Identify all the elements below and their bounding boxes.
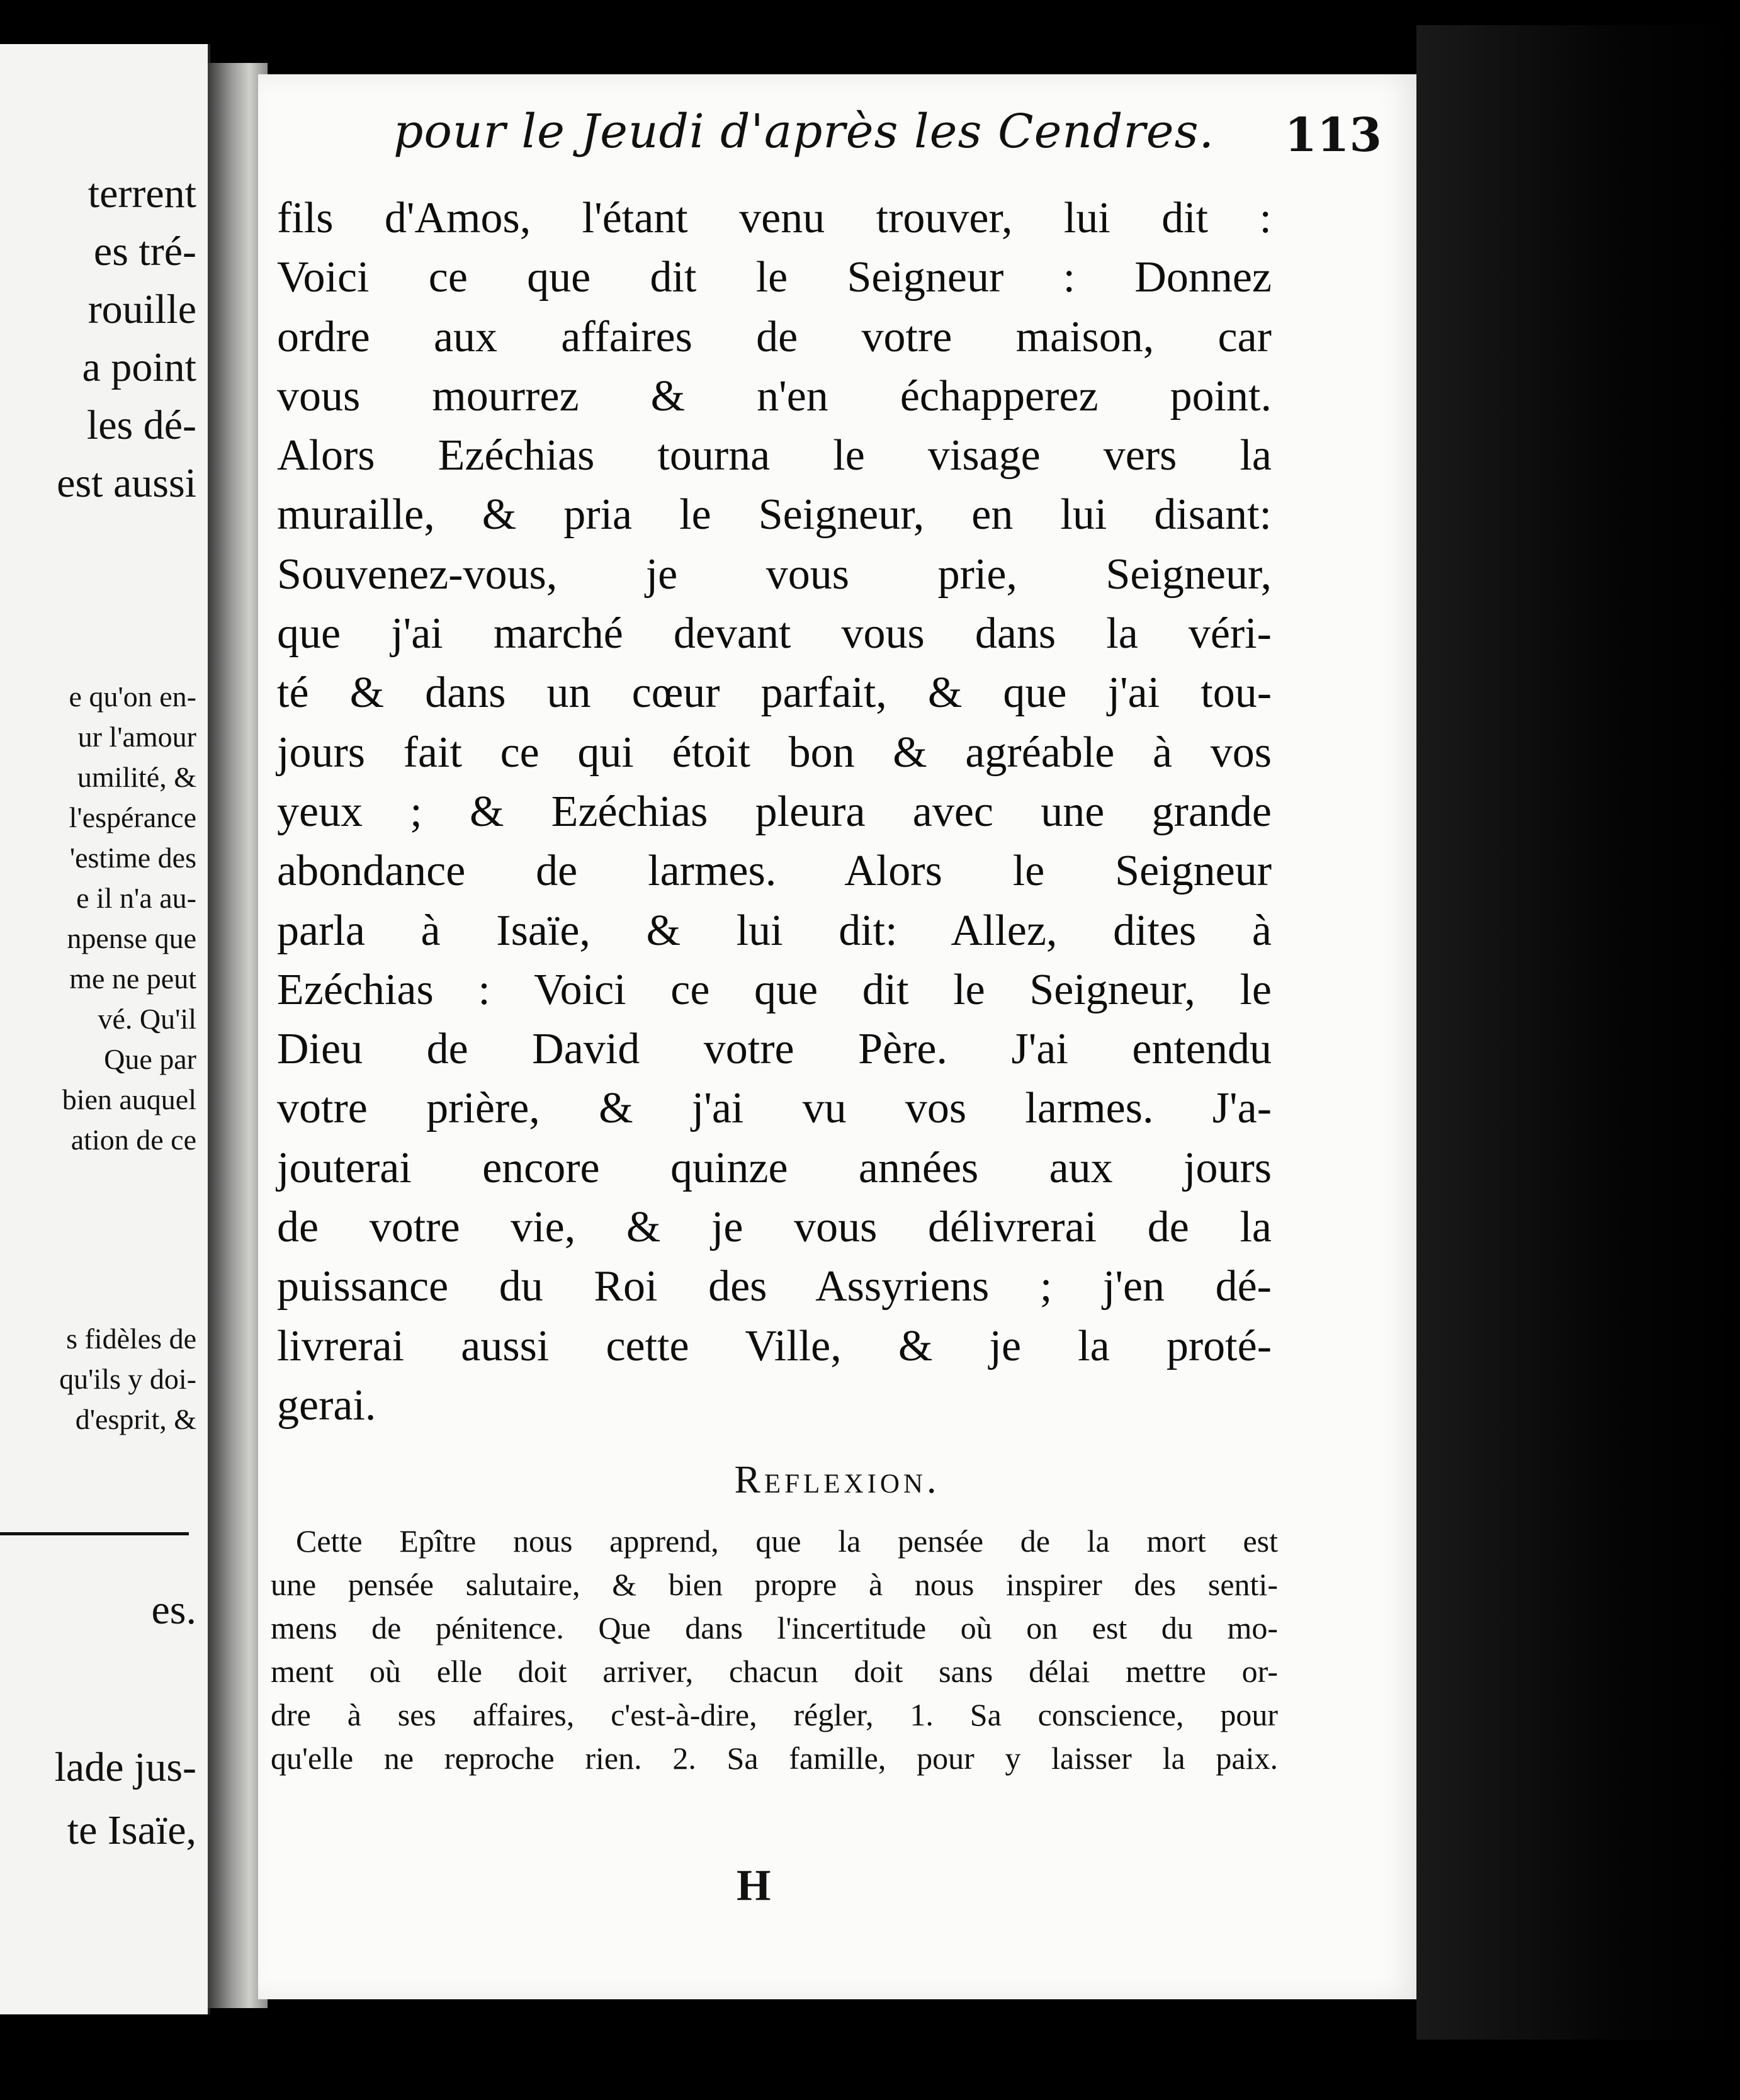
left-fragment-line: npense que [67,922,196,954]
text-line: Souvenez-vous, je vous prie, Seigneur, [277,550,1272,599]
reflexion-line: une pensée salutaire, & bien propre à nous inspirer des senti- [271,1567,1278,1602]
text-line: votre prière, & j'ai vu vos larmes. J'a- [277,1084,1272,1133]
body-text [277,189,1272,1435]
left-fragment-line: umilité, & [77,761,196,793]
reflexion-line: Cette Epître nous apprend, que la pensée de la mort est [296,1523,1278,1559]
text-line: parla à Isaïe, & lui dit: Allez, dites à [277,906,1272,955]
left-fragment-line: s fidèles de [66,1323,196,1355]
text-line: de votre vie, & je vous délivrerai de la [277,1203,1272,1252]
text-line: Dieu de David votre Père. J'ai entendu [277,1025,1272,1074]
running-title: pour le Jeudi d'après les Cendres. [393,104,1215,159]
text-line: fils d'Amos, l'étant venu trouver, lui dit : [277,194,1272,242]
text-line: abondance de larmes. Alors le Seigneur [277,847,1272,896]
text-line: gerai. [277,1380,376,1430]
text-line: Alors Ezéchias tourna le visage vers la [277,431,1272,480]
left-fragment-line: ation de ce [71,1124,196,1156]
text-line: jouterai encore quinze années aux jours [277,1143,1272,1192]
reflexion-line: qu'elle ne reproche rien. 2. Sa famille, pour y laisser la paix. [271,1741,1278,1776]
left-fragment-line: terrent [88,171,196,217]
left-fragment-line: est aussi [57,460,196,506]
left-fragment-line: te Isaïe, [67,1807,196,1853]
page-number: 113 [1284,108,1382,162]
text-line: ordre aux affaires de votre maison, car [277,312,1272,361]
left-fragment-line: Que par [104,1043,196,1075]
left-fragment-line: es tré- [93,229,196,274]
text-line: que j'ai marché devant vous dans la véri- [277,609,1272,658]
left-fragment-line: les dé- [86,402,196,448]
text-line: muraille, & pria le Seigneur, en lui disant: [277,490,1272,539]
left-fragment-line: d'esprit, & [75,1403,196,1435]
reflexion-line: dre à ses affaires, c'est-à-dire, régler, 1. Sa conscience, pour [271,1697,1278,1732]
signature-mark: H [737,1861,771,1910]
text-line: Ezéchias : Voici ce que dit le Seigneur, le [277,965,1272,1014]
section-heading: Reflexion. [734,1459,941,1501]
running-head [393,104,1382,174]
left-fragment-line: vé. Qu'il [98,1003,196,1035]
left-fragment-line: e il n'a au- [76,882,196,914]
text-line: livrerai aussi cette Ville, & je la proté- [277,1321,1272,1370]
left-fragment-line: me ne peut [69,962,196,995]
left-fragment-line: qu'ils y doi- [59,1363,196,1395]
text-line: puissance du Roi des Assyriens ; j'en dé- [277,1262,1272,1311]
text-line: té & dans un cœur parfait, & que j'ai tou- [277,669,1272,718]
text-line: yeux ; & Ezéchias pleura avec une grande [277,787,1272,836]
text-line: jours fait ce qui étoit bon & agréable à vos [277,728,1272,777]
left-page-fragment [0,44,210,2014]
page-edge-shadow [1416,25,1740,2040]
reflexion-line: ment où elle doit arriver, chacun doit sans délai mettre or- [271,1654,1278,1689]
left-fragment-line: bien auquel [62,1083,196,1115]
left-fragment-line: ur l'amour [77,721,196,753]
left-fragment-line: e qu'on en- [69,680,196,713]
book-page [258,74,1416,1999]
left-fragment-line: es. [151,1587,196,1633]
left-fragment-line: rouille [88,286,196,332]
reflexion-text [271,1520,1278,1780]
left-fragment-line: lade jus- [54,1744,196,1790]
text-line: vous mourrez & n'en échapperez point. [277,371,1272,421]
left-page-rule [0,1532,189,1535]
left-fragment-line: a point [82,344,196,390]
left-fragment-line: l'espérance [69,801,196,833]
left-fragment-line: 'estime des [69,842,196,874]
text-line: Voici ce que dit le Seigneur : Donnez [277,253,1272,302]
reflexion-line: mens de pénitence. Que dans l'incertitude où on est du mo- [271,1610,1278,1646]
